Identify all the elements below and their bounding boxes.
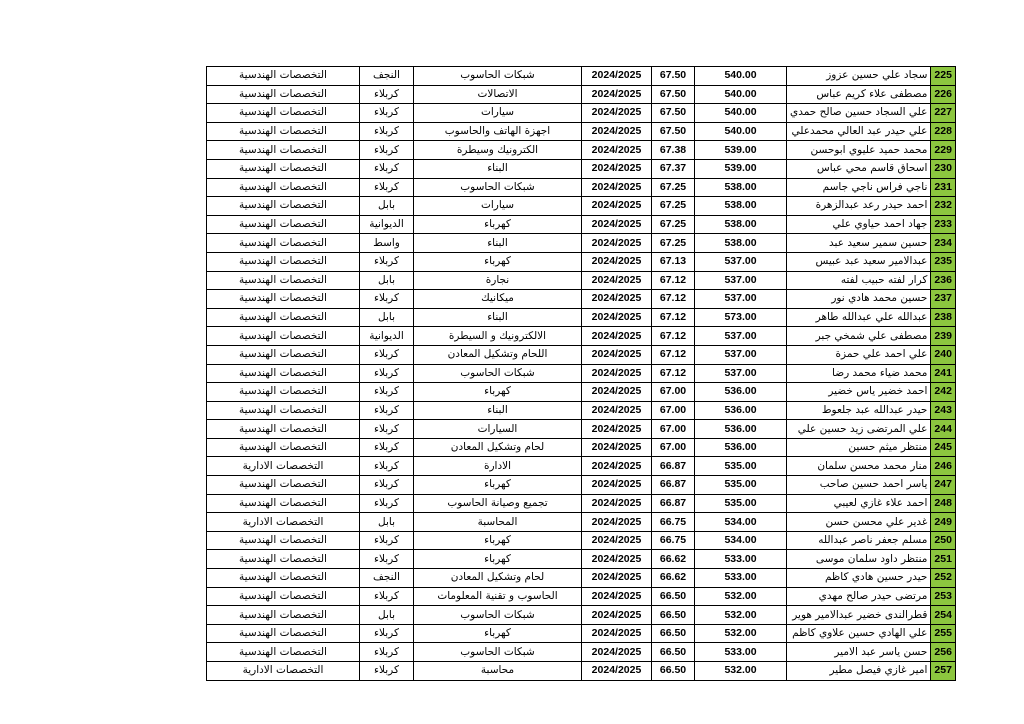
governorate-cell: واسط bbox=[360, 234, 414, 253]
major-cell: التخصصات الهندسية bbox=[207, 252, 360, 271]
table-row bbox=[207, 308, 956, 327]
row-number-cell: 257 bbox=[931, 662, 956, 681]
student-name-cell: سجاد علي حسين عزوز bbox=[787, 67, 931, 86]
academic-year-cell: 2024/2025 bbox=[582, 438, 652, 457]
row-number-cell: 254 bbox=[931, 606, 956, 625]
student-name-cell: احمد خضير ياس خضير bbox=[787, 383, 931, 402]
student-name-cell: عبدالله علي عبدالله طاهر bbox=[787, 308, 931, 327]
major-cell: التخصصات الهندسية bbox=[207, 234, 360, 253]
total-score-cell: 537.00 bbox=[695, 364, 787, 383]
table-row bbox=[207, 494, 956, 513]
governorate-cell: كربلاء bbox=[360, 662, 414, 681]
academic-year-cell: 2024/2025 bbox=[582, 104, 652, 123]
department-cell: شبكات الحاسوب bbox=[414, 606, 582, 625]
governorate-cell: كربلاء bbox=[360, 85, 414, 104]
major-cell: التخصصات الهندسية bbox=[207, 104, 360, 123]
governorate-cell: كربلاء bbox=[360, 178, 414, 197]
academic-year-cell: 2024/2025 bbox=[582, 178, 652, 197]
academic-year-cell: 2024/2025 bbox=[582, 624, 652, 643]
major-cell: التخصصات الادارية bbox=[207, 662, 360, 681]
governorate-cell: بابل bbox=[360, 513, 414, 532]
row-number-cell: 238 bbox=[931, 308, 956, 327]
major-cell: التخصصات الهندسية bbox=[207, 327, 360, 346]
student-name-cell: علي المرتضى زيد حسين علي bbox=[787, 420, 931, 439]
department-cell: ميكانيك bbox=[414, 290, 582, 309]
average-cell: 67.00 bbox=[652, 438, 695, 457]
total-score-cell: 538.00 bbox=[695, 197, 787, 216]
average-cell: 67.00 bbox=[652, 420, 695, 439]
academic-year-cell: 2024/2025 bbox=[582, 569, 652, 588]
major-cell: التخصصات الهندسية bbox=[207, 550, 360, 569]
academic-year-cell: 2024/2025 bbox=[582, 531, 652, 550]
total-score-cell: 534.00 bbox=[695, 531, 787, 550]
major-cell: التخصصات الهندسية bbox=[207, 67, 360, 86]
academic-year-cell: 2024/2025 bbox=[582, 215, 652, 234]
table-row bbox=[207, 383, 956, 402]
row-number-cell: 233 bbox=[931, 215, 956, 234]
governorate-cell: كربلاء bbox=[360, 420, 414, 439]
academic-year-cell: 2024/2025 bbox=[582, 494, 652, 513]
row-number-cell: 226 bbox=[931, 85, 956, 104]
table-row bbox=[207, 85, 956, 104]
total-score-cell: 536.00 bbox=[695, 438, 787, 457]
total-score-cell: 533.00 bbox=[695, 550, 787, 569]
department-cell: الحاسوب و تقنية المعلومات bbox=[414, 587, 582, 606]
academic-year-cell: 2024/2025 bbox=[582, 345, 652, 364]
academic-year-cell: 2024/2025 bbox=[582, 122, 652, 141]
major-cell: التخصصات الهندسية bbox=[207, 85, 360, 104]
student-name-cell: امير غازي فيصل مطير bbox=[787, 662, 931, 681]
total-score-cell: 532.00 bbox=[695, 587, 787, 606]
student-name-cell: مصطفى علاء كريم عباس bbox=[787, 85, 931, 104]
student-name-cell: حسن ياسر عبد الامير bbox=[787, 643, 931, 662]
average-cell: 67.50 bbox=[652, 104, 695, 123]
student-name-cell: مرتضى حيدر صالح مهدي bbox=[787, 587, 931, 606]
row-number-cell: 235 bbox=[931, 252, 956, 271]
row-number-cell: 237 bbox=[931, 290, 956, 309]
table-row bbox=[207, 178, 956, 197]
average-cell: 67.13 bbox=[652, 252, 695, 271]
row-number-cell: 253 bbox=[931, 587, 956, 606]
total-score-cell: 532.00 bbox=[695, 624, 787, 643]
average-cell: 67.37 bbox=[652, 159, 695, 178]
major-cell: التخصصات الهندسية bbox=[207, 401, 360, 420]
student-name-cell: جهاد احمد حياوي علي bbox=[787, 215, 931, 234]
academic-year-cell: 2024/2025 bbox=[582, 234, 652, 253]
academic-year-cell: 2024/2025 bbox=[582, 513, 652, 532]
academic-year-cell: 2024/2025 bbox=[582, 252, 652, 271]
major-cell: التخصصات الهندسية bbox=[207, 364, 360, 383]
average-cell: 67.50 bbox=[652, 85, 695, 104]
academic-year-cell: 2024/2025 bbox=[582, 550, 652, 569]
average-cell: 66.87 bbox=[652, 476, 695, 495]
total-score-cell: 536.00 bbox=[695, 401, 787, 420]
department-cell: نجارة bbox=[414, 271, 582, 290]
row-number-cell: 236 bbox=[931, 271, 956, 290]
governorate-cell: كربلاء bbox=[360, 438, 414, 457]
total-score-cell: 532.00 bbox=[695, 662, 787, 681]
academic-year-cell: 2024/2025 bbox=[582, 308, 652, 327]
department-cell: البناء bbox=[414, 401, 582, 420]
row-number-cell: 244 bbox=[931, 420, 956, 439]
student-name-cell: علي الهادي حسين علاوي كاظم bbox=[787, 624, 931, 643]
average-cell: 66.50 bbox=[652, 643, 695, 662]
results-table bbox=[206, 66, 956, 681]
student-name-cell: حيدر حسين هادي كاظم bbox=[787, 569, 931, 588]
table-row bbox=[207, 67, 956, 86]
average-cell: 67.25 bbox=[652, 178, 695, 197]
governorate-cell: كربلاء bbox=[360, 494, 414, 513]
total-score-cell: 538.00 bbox=[695, 215, 787, 234]
student-name-cell: محمد ضياء محمد رضا bbox=[787, 364, 931, 383]
average-cell: 67.12 bbox=[652, 327, 695, 346]
average-cell: 66.50 bbox=[652, 662, 695, 681]
major-cell: التخصصات الهندسية bbox=[207, 420, 360, 439]
row-number-cell: 256 bbox=[931, 643, 956, 662]
total-score-cell: 539.00 bbox=[695, 159, 787, 178]
department-cell: شبكات الحاسوب bbox=[414, 643, 582, 662]
academic-year-cell: 2024/2025 bbox=[582, 587, 652, 606]
major-cell: التخصصات الهندسية bbox=[207, 308, 360, 327]
table-row bbox=[207, 550, 956, 569]
average-cell: 67.12 bbox=[652, 364, 695, 383]
total-score-cell: 537.00 bbox=[695, 290, 787, 309]
governorate-cell: بابل bbox=[360, 308, 414, 327]
row-number-cell: 255 bbox=[931, 624, 956, 643]
student-name-cell: منتظر داود سلمان موسى bbox=[787, 550, 931, 569]
table-row bbox=[207, 624, 956, 643]
row-number-cell: 241 bbox=[931, 364, 956, 383]
major-cell: التخصصات الهندسية bbox=[207, 345, 360, 364]
table-row bbox=[207, 327, 956, 346]
academic-year-cell: 2024/2025 bbox=[582, 271, 652, 290]
row-number-cell: 227 bbox=[931, 104, 956, 123]
student-name-cell: منار محمد محسن سلمان bbox=[787, 457, 931, 476]
table-row bbox=[207, 457, 956, 476]
major-cell: التخصصات الهندسية bbox=[207, 141, 360, 160]
table-row bbox=[207, 290, 956, 309]
total-score-cell: 533.00 bbox=[695, 569, 787, 588]
major-cell: التخصصات الهندسية bbox=[207, 587, 360, 606]
major-cell: التخصصات الادارية bbox=[207, 513, 360, 532]
total-score-cell: 537.00 bbox=[695, 271, 787, 290]
major-cell: التخصصات الهندسية bbox=[207, 197, 360, 216]
row-number-cell: 234 bbox=[931, 234, 956, 253]
department-cell: البناء bbox=[414, 234, 582, 253]
governorate-cell: كربلاء bbox=[360, 364, 414, 383]
table-row bbox=[207, 438, 956, 457]
student-name-cell: حسين محمد هادي نور bbox=[787, 290, 931, 309]
academic-year-cell: 2024/2025 bbox=[582, 476, 652, 495]
major-cell: التخصصات الهندسية bbox=[207, 159, 360, 178]
department-cell: كهرباء bbox=[414, 383, 582, 402]
average-cell: 66.50 bbox=[652, 587, 695, 606]
row-number-cell: 245 bbox=[931, 438, 956, 457]
governorate-cell: النجف bbox=[360, 67, 414, 86]
department-cell: الاتصالات bbox=[414, 85, 582, 104]
academic-year-cell: 2024/2025 bbox=[582, 383, 652, 402]
table-row bbox=[207, 252, 956, 271]
student-name-cell: منتظر ميثم حسين bbox=[787, 438, 931, 457]
total-score-cell: 537.00 bbox=[695, 252, 787, 271]
table-row bbox=[207, 345, 956, 364]
department-cell: شبكات الحاسوب bbox=[414, 67, 582, 86]
total-score-cell: 540.00 bbox=[695, 122, 787, 141]
table-row bbox=[207, 234, 956, 253]
average-cell: 67.00 bbox=[652, 383, 695, 402]
table-row bbox=[207, 662, 956, 681]
student-name-cell: غدير علي محسن حسن bbox=[787, 513, 931, 532]
row-number-cell: 240 bbox=[931, 345, 956, 364]
major-cell: التخصصات الهندسية bbox=[207, 178, 360, 197]
major-cell: التخصصات الهندسية bbox=[207, 494, 360, 513]
average-cell: 67.25 bbox=[652, 215, 695, 234]
table-row bbox=[207, 122, 956, 141]
academic-year-cell: 2024/2025 bbox=[582, 159, 652, 178]
department-cell: كهرباء bbox=[414, 550, 582, 569]
department-cell: سيارات bbox=[414, 197, 582, 216]
total-score-cell: 536.00 bbox=[695, 420, 787, 439]
governorate-cell: كربلاء bbox=[360, 624, 414, 643]
governorate-cell: كربلاء bbox=[360, 252, 414, 271]
department-cell: البناء bbox=[414, 159, 582, 178]
average-cell: 66.87 bbox=[652, 457, 695, 476]
academic-year-cell: 2024/2025 bbox=[582, 67, 652, 86]
total-score-cell: 537.00 bbox=[695, 327, 787, 346]
student-name-cell: احمد علاء غازي لعيبي bbox=[787, 494, 931, 513]
student-name-cell: حيدر عبدالله عبد جلعوط bbox=[787, 401, 931, 420]
average-cell: 67.38 bbox=[652, 141, 695, 160]
table-row bbox=[207, 271, 956, 290]
major-cell: التخصصات الهندسية bbox=[207, 438, 360, 457]
average-cell: 66.87 bbox=[652, 494, 695, 513]
academic-year-cell: 2024/2025 bbox=[582, 662, 652, 681]
average-cell: 67.12 bbox=[652, 290, 695, 309]
average-cell: 67.12 bbox=[652, 345, 695, 364]
department-cell: السيارات bbox=[414, 420, 582, 439]
average-cell: 67.50 bbox=[652, 122, 695, 141]
governorate-cell: بابل bbox=[360, 606, 414, 625]
academic-year-cell: 2024/2025 bbox=[582, 606, 652, 625]
governorate-cell: كربلاء bbox=[360, 457, 414, 476]
table-row bbox=[207, 401, 956, 420]
row-number-cell: 247 bbox=[931, 476, 956, 495]
average-cell: 66.50 bbox=[652, 606, 695, 625]
table-body bbox=[207, 67, 956, 681]
academic-year-cell: 2024/2025 bbox=[582, 85, 652, 104]
student-name-cell: مسلم جعفر ناصر عبدالله bbox=[787, 531, 931, 550]
student-name-cell: قطرالندى خضير عبدالامير هوير bbox=[787, 606, 931, 625]
governorate-cell: كربلاء bbox=[360, 550, 414, 569]
student-name-cell: علي احمد علي حمزة bbox=[787, 345, 931, 364]
academic-year-cell: 2024/2025 bbox=[582, 364, 652, 383]
academic-year-cell: 2024/2025 bbox=[582, 457, 652, 476]
table-row bbox=[207, 215, 956, 234]
total-score-cell: 536.00 bbox=[695, 383, 787, 402]
governorate-cell: بابل bbox=[360, 271, 414, 290]
academic-year-cell: 2024/2025 bbox=[582, 141, 652, 160]
total-score-cell: 538.00 bbox=[695, 178, 787, 197]
total-score-cell: 540.00 bbox=[695, 104, 787, 123]
governorate-cell: كربلاء bbox=[360, 345, 414, 364]
governorate-cell: كربلاء bbox=[360, 122, 414, 141]
major-cell: التخصصات الهندسية bbox=[207, 531, 360, 550]
governorate-cell: كربلاء bbox=[360, 104, 414, 123]
major-cell: التخصصات الادارية bbox=[207, 457, 360, 476]
department-cell: كهرباء bbox=[414, 531, 582, 550]
total-score-cell: 540.00 bbox=[695, 67, 787, 86]
row-number-cell: 246 bbox=[931, 457, 956, 476]
total-score-cell: 535.00 bbox=[695, 494, 787, 513]
table-row bbox=[207, 531, 956, 550]
department-cell: شبكات الحاسوب bbox=[414, 178, 582, 197]
academic-year-cell: 2024/2025 bbox=[582, 420, 652, 439]
major-cell: التخصصات الهندسية bbox=[207, 643, 360, 662]
department-cell: كهرباء bbox=[414, 476, 582, 495]
average-cell: 66.75 bbox=[652, 513, 695, 532]
department-cell: سيارات bbox=[414, 104, 582, 123]
governorate-cell: كربلاء bbox=[360, 141, 414, 160]
average-cell: 67.25 bbox=[652, 197, 695, 216]
table-row bbox=[207, 197, 956, 216]
row-number-cell: 252 bbox=[931, 569, 956, 588]
table-row bbox=[207, 569, 956, 588]
table-row bbox=[207, 643, 956, 662]
academic-year-cell: 2024/2025 bbox=[582, 290, 652, 309]
academic-year-cell: 2024/2025 bbox=[582, 643, 652, 662]
table-row bbox=[207, 606, 956, 625]
average-cell: 67.00 bbox=[652, 401, 695, 420]
row-number-cell: 232 bbox=[931, 197, 956, 216]
department-cell: لحام وتشكيل المعادن bbox=[414, 569, 582, 588]
student-name-cell: حسين سمير سعيد عبد bbox=[787, 234, 931, 253]
table-row bbox=[207, 513, 956, 532]
student-name-cell: اسحاق قاسم محي عباس bbox=[787, 159, 931, 178]
average-cell: 67.12 bbox=[652, 308, 695, 327]
student-name-cell: محمد حميد عليوي ابوحسن bbox=[787, 141, 931, 160]
department-cell: شبكات الحاسوب bbox=[414, 364, 582, 383]
department-cell: المحاسبة bbox=[414, 513, 582, 532]
major-cell: التخصصات الهندسية bbox=[207, 476, 360, 495]
table-row bbox=[207, 104, 956, 123]
average-cell: 67.12 bbox=[652, 271, 695, 290]
governorate-cell: النجف bbox=[360, 569, 414, 588]
row-number-cell: 239 bbox=[931, 327, 956, 346]
student-name-cell: احمد حيدر رعد عبدالزهرة bbox=[787, 197, 931, 216]
total-score-cell: 534.00 bbox=[695, 513, 787, 532]
department-cell: الالكترونيك و السيطرة bbox=[414, 327, 582, 346]
total-score-cell: 532.00 bbox=[695, 606, 787, 625]
table-row bbox=[207, 364, 956, 383]
major-cell: التخصصات الهندسية bbox=[207, 624, 360, 643]
department-cell: كهرباء bbox=[414, 215, 582, 234]
governorate-cell: الديوانية bbox=[360, 215, 414, 234]
row-number-cell: 250 bbox=[931, 531, 956, 550]
academic-year-cell: 2024/2025 bbox=[582, 401, 652, 420]
student-name-cell: ياسر احمد حسين صاحب bbox=[787, 476, 931, 495]
average-cell: 67.25 bbox=[652, 234, 695, 253]
row-number-cell: 248 bbox=[931, 494, 956, 513]
governorate-cell: كربلاء bbox=[360, 159, 414, 178]
governorate-cell: كربلاء bbox=[360, 290, 414, 309]
row-number-cell: 229 bbox=[931, 141, 956, 160]
governorate-cell: الديوانية bbox=[360, 327, 414, 346]
row-number-cell: 225 bbox=[931, 67, 956, 86]
governorate-cell: كربلاء bbox=[360, 383, 414, 402]
row-number-cell: 230 bbox=[931, 159, 956, 178]
department-cell: اللحام وتشكيل المعادن bbox=[414, 345, 582, 364]
student-name-cell: علي السجاد حسين صالح حمدي bbox=[787, 104, 931, 123]
governorate-cell: كربلاء bbox=[360, 401, 414, 420]
average-cell: 66.62 bbox=[652, 550, 695, 569]
major-cell: التخصصات الهندسية bbox=[207, 122, 360, 141]
major-cell: التخصصات الهندسية bbox=[207, 290, 360, 309]
student-name-cell: علي حيدر عبد العالي محمدعلي bbox=[787, 122, 931, 141]
department-cell: لحام وتشكيل المعادن bbox=[414, 438, 582, 457]
governorate-cell: بابل bbox=[360, 197, 414, 216]
department-cell: كهرباء bbox=[414, 624, 582, 643]
department-cell: الادارة bbox=[414, 457, 582, 476]
department-cell: محاسبة bbox=[414, 662, 582, 681]
table-row bbox=[207, 420, 956, 439]
governorate-cell: كربلاء bbox=[360, 643, 414, 662]
average-cell: 66.50 bbox=[652, 624, 695, 643]
governorate-cell: كربلاء bbox=[360, 587, 414, 606]
department-cell: تجميع وصيانة الحاسوب bbox=[414, 494, 582, 513]
total-score-cell: 537.00 bbox=[695, 345, 787, 364]
average-cell: 67.50 bbox=[652, 67, 695, 86]
row-number-cell: 243 bbox=[931, 401, 956, 420]
row-number-cell: 251 bbox=[931, 550, 956, 569]
department-cell: الكترونيك وسيطرة bbox=[414, 141, 582, 160]
table-row bbox=[207, 141, 956, 160]
major-cell: التخصصات الهندسية bbox=[207, 569, 360, 588]
total-score-cell: 535.00 bbox=[695, 476, 787, 495]
department-cell: البناء bbox=[414, 308, 582, 327]
table-row bbox=[207, 476, 956, 495]
table-row bbox=[207, 587, 956, 606]
total-score-cell: 540.00 bbox=[695, 85, 787, 104]
total-score-cell: 573.00 bbox=[695, 308, 787, 327]
average-cell: 66.75 bbox=[652, 531, 695, 550]
student-name-cell: ناجي فراس ناجي جاسم bbox=[787, 178, 931, 197]
total-score-cell: 538.00 bbox=[695, 234, 787, 253]
academic-year-cell: 2024/2025 bbox=[582, 197, 652, 216]
table-row bbox=[207, 159, 956, 178]
student-name-cell: مصطفى علي شمخي جبر bbox=[787, 327, 931, 346]
row-number-cell: 249 bbox=[931, 513, 956, 532]
major-cell: التخصصات الهندسية bbox=[207, 383, 360, 402]
student-name-cell: كرار لفته حبيب لفته bbox=[787, 271, 931, 290]
major-cell: التخصصات الهندسية bbox=[207, 606, 360, 625]
total-score-cell: 533.00 bbox=[695, 643, 787, 662]
academic-year-cell: 2024/2025 bbox=[582, 327, 652, 346]
row-number-cell: 242 bbox=[931, 383, 956, 402]
total-score-cell: 539.00 bbox=[695, 141, 787, 160]
department-cell: اجهزة الهاتف والحاسوب bbox=[414, 122, 582, 141]
average-cell: 66.62 bbox=[652, 569, 695, 588]
department-cell: كهرباء bbox=[414, 252, 582, 271]
governorate-cell: كربلاء bbox=[360, 476, 414, 495]
governorate-cell: كربلاء bbox=[360, 531, 414, 550]
major-cell: التخصصات الهندسية bbox=[207, 215, 360, 234]
row-number-cell: 231 bbox=[931, 178, 956, 197]
total-score-cell: 535.00 bbox=[695, 457, 787, 476]
row-number-cell: 228 bbox=[931, 122, 956, 141]
major-cell: التخصصات الهندسية bbox=[207, 271, 360, 290]
student-name-cell: عبدالامير سعيد عبد عبيس bbox=[787, 252, 931, 271]
